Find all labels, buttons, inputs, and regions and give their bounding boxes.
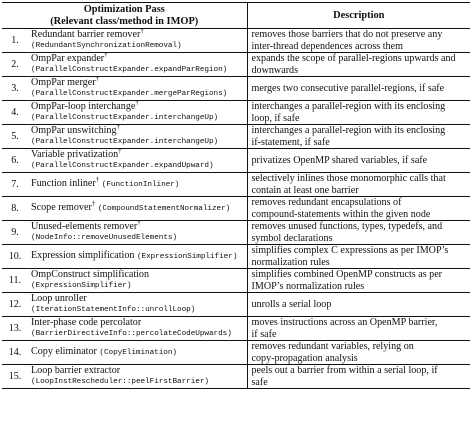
pass-name-line (31, 101, 245, 112)
dagger-mark: † (135, 100, 139, 107)
description-line: privatizes OpenMP shared variables, if safe (251, 154, 428, 166)
pass-cell (28, 53, 247, 77)
pass-name: OmpPar expander (31, 53, 105, 65)
description-line: interchanges a parallel-region with its enclosing (251, 101, 446, 113)
pass-class-method: (FunctionInliner) (101, 180, 180, 189)
description-cell (247, 221, 470, 245)
header-title: Optimization Pass (83, 4, 165, 15)
row-number: 4. (2, 101, 28, 125)
description-line: copy-propagation analysis (251, 352, 358, 364)
table-row (2, 29, 470, 53)
table-row (2, 149, 470, 173)
description-line: unrolls a serial loop (251, 298, 332, 310)
description-line: contain at least one barrier (251, 184, 359, 196)
pass-name-line (31, 365, 245, 376)
pass-name: Function inliner (31, 177, 96, 189)
pass-class-method: (ParallelConstructExpander.mergeParRegions) (31, 89, 228, 98)
pass-cell (28, 125, 247, 149)
description-line: loop, if safe (251, 112, 300, 124)
description-cell (247, 77, 470, 101)
pass-cell (28, 365, 247, 389)
row-number: 15. (2, 365, 28, 389)
description-line: interchanges a parallel-region with its enclosing (251, 125, 446, 137)
row-number: 1. (2, 29, 28, 53)
description-line: if-statement, if safe (251, 136, 330, 148)
pass-class-method: (ExpressionSimplifier) (31, 281, 132, 290)
pass-cell (28, 293, 247, 317)
dagger-mark: † (95, 76, 100, 83)
table-body (2, 29, 470, 389)
pass-cell (28, 29, 247, 53)
row-number: 14. (2, 341, 28, 365)
description-cell (247, 245, 470, 269)
dagger-mark: † (95, 175, 100, 184)
row-number: 9. (2, 221, 28, 245)
description-line: removes redundant encapsulations of (251, 197, 402, 209)
row-number: 3. (2, 77, 28, 101)
dagger-mark: † (116, 124, 121, 131)
pass-class-method: (ParallelConstructExpander.expandUpward) (31, 161, 214, 170)
table-row (2, 245, 470, 269)
description-cell (247, 341, 470, 365)
description-line: selectively inlines those monomorphic calls that (251, 173, 446, 185)
pass-class-method: (NodeInfo::removeUnusedElements) (31, 233, 178, 242)
pass-cell (28, 317, 247, 341)
description-line: removes unused functions, types, typedefs, and (251, 221, 443, 233)
description-line: merges two consecutive parallel-regions, if safe (251, 82, 445, 94)
description-line: simplifies combined OpenMP constructs as per (251, 269, 443, 281)
pass-name-line (31, 175, 100, 189)
pass-cell (28, 197, 247, 221)
pass-name-line (31, 125, 245, 136)
pass-name: Unused-elements remover (31, 221, 138, 233)
pass-class-method: (LoopInstRescheduler::peelFirstBarrier) (31, 377, 209, 386)
table-row (2, 101, 470, 125)
pass-cell (28, 341, 247, 365)
pass-name: Copy eliminator (31, 345, 97, 357)
description-line: IMOP’s normalization rules (251, 280, 365, 292)
table-row (2, 221, 470, 245)
pass-name: OmpConstruct simplification (31, 269, 150, 281)
table-row (2, 173, 470, 197)
pass-name: Loop unroller (31, 293, 87, 305)
description-cell (247, 365, 470, 389)
pass-class-method: (CompoundStatementNormalizer) (97, 204, 231, 213)
row-number: 2. (2, 53, 28, 77)
pass-class-method: (RedundantSynchronizationRemoval) (31, 41, 182, 50)
header-optimization-pass (2, 3, 247, 29)
pass-name: OmpPar-loop interchange (31, 101, 136, 113)
dagger-mark: † (91, 199, 96, 208)
pass-cell (28, 245, 247, 269)
table-row (2, 53, 470, 77)
row-number: 11. (2, 269, 28, 293)
description-cell (247, 269, 470, 293)
description-line: if safe (251, 328, 277, 340)
description-line: symbol declarations (251, 232, 333, 244)
header-row (2, 3, 470, 29)
pass-class-method: (ParallelConstructExpander.interchangeUp) (31, 113, 219, 122)
table-row (2, 77, 470, 101)
optimization-passes-table (2, 2, 470, 389)
description-cell (247, 53, 470, 77)
description-line: normalization rules (251, 256, 330, 268)
pass-cell (28, 269, 247, 293)
dagger-mark: † (140, 28, 144, 35)
pass-name-line (31, 346, 97, 357)
row-number: 6. (2, 149, 28, 173)
pass-name-line (31, 53, 245, 64)
pass-name: Variable privatization (31, 149, 119, 161)
pass-cell (28, 149, 247, 173)
description-line: compound-statements within the given node (251, 208, 431, 220)
description-cell (247, 173, 470, 197)
description-line: removes those barriers that do not preserve any (251, 29, 443, 41)
pass-name-line (31, 250, 134, 261)
row-number: 12. (2, 293, 28, 317)
row-number: 10. (2, 245, 28, 269)
pass-cell (28, 101, 247, 125)
row-number: 7. (2, 173, 28, 197)
description-cell (247, 293, 470, 317)
pass-name-line (31, 269, 245, 280)
description-line: removes redundant variables, relying on (251, 341, 414, 353)
description-cell (247, 317, 470, 341)
dagger-mark: † (118, 148, 122, 155)
pass-name-line (31, 293, 245, 304)
table-row (2, 341, 470, 365)
pass-class-method: (ParallelConstructExpander.expandParRegion) (31, 65, 228, 74)
table-row (2, 269, 470, 293)
pass-name: OmpPar merger (31, 77, 96, 89)
description-line: simplifies complex C expressions as per IMOP’s (251, 245, 449, 257)
pass-name: Inter-phase code percolator (31, 317, 142, 329)
pass-name: Redundant barrier remover (31, 29, 141, 41)
description-line: peels out a barrier from within a serial loop, if (251, 365, 438, 377)
description-cell (247, 149, 470, 173)
table-row (2, 125, 470, 149)
table-row (2, 317, 470, 341)
pass-class-method: (ParallelConstructExpander.interchangeUp) (31, 137, 219, 146)
pass-name: Loop barrier extractor (31, 365, 121, 377)
pass-class-method: (CopyElimination) (99, 348, 177, 357)
row-number: 13. (2, 317, 28, 341)
pass-cell (28, 221, 247, 245)
description-line: downwards (251, 64, 299, 76)
pass-name-line (31, 149, 245, 160)
description-line: inter-thread dependences across them (251, 40, 403, 52)
pass-class-method: (ExpressionSimplifier) (136, 252, 238, 261)
row-number: 8. (2, 197, 28, 221)
pass-name-line (31, 29, 245, 40)
table-row (2, 293, 470, 317)
description-line: expands the scope of parallel-regions upwards and (251, 53, 456, 65)
description-line: safe (251, 376, 268, 388)
dagger-mark: † (137, 220, 141, 227)
pass-class-method: (IterationStatementInfo::unrollLoop) (31, 305, 196, 314)
header-description: Description (247, 3, 470, 29)
table-row (2, 197, 470, 221)
pass-name: OmpPar unswitching (31, 125, 117, 137)
pass-cell (28, 173, 247, 197)
pass-cell (28, 77, 247, 101)
pass-name: Scope remover (31, 201, 92, 213)
pass-name-line (31, 317, 245, 328)
description-cell (247, 29, 470, 53)
dagger-mark: † (104, 52, 108, 59)
pass-name-line (31, 221, 245, 232)
description-cell (247, 197, 470, 221)
table-row (2, 365, 470, 389)
row-number: 5. (2, 125, 28, 149)
pass-name-line (31, 199, 96, 213)
header-subtitle: (Relevant class/method in IMOP) (50, 15, 199, 27)
pass-class-method: (BarrierDirectiveInfo::percolateCodeUpwards) (31, 329, 232, 338)
pass-name: Expression simplification (31, 249, 135, 261)
description-cell (247, 101, 470, 125)
description-cell (247, 125, 470, 149)
description-line: moves instructions across an OpenMP barrier, (251, 317, 438, 329)
pass-name-line (31, 77, 245, 88)
